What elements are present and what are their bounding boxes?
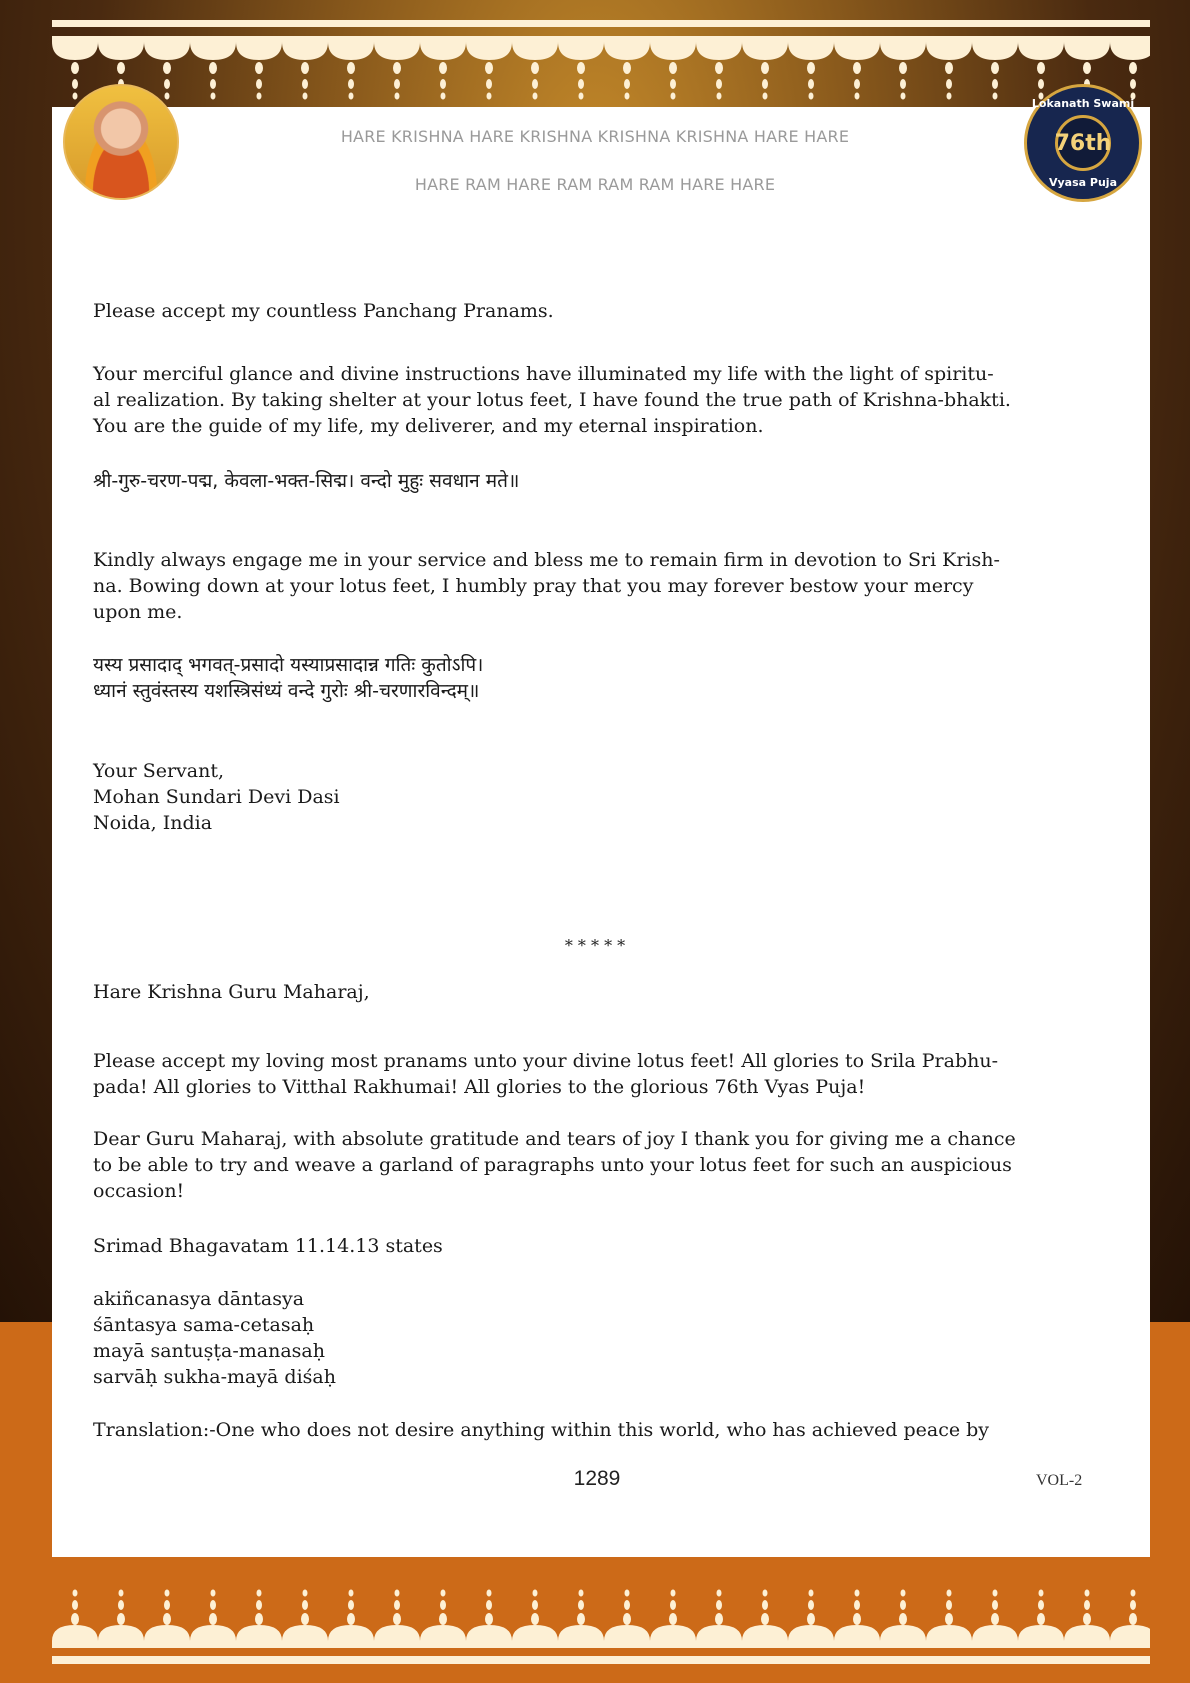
page-number: 1289 xyxy=(573,1467,621,1490)
offering-opening: Please accept my countless Panchang Pranams. xyxy=(93,300,554,322)
bottom-scallop-border xyxy=(0,1575,1190,1675)
badge-top-text: Lokanath Swami xyxy=(1031,97,1135,110)
offering-paragraph: Dear Guru Maharaj, with absolute gratitude and tears of joy I thank you for giving me a chance to be able to try and weave a garland of paragraphs unto your lotus feet for such an auspicious occasion! xyxy=(93,1128,1016,1202)
badge-number: 76th xyxy=(1055,115,1111,171)
signature: Your Servant, Mohan Sundari Devi Dasi Noida, India xyxy=(93,760,340,834)
transliterated-verse: akiñcanasya dāntasya śāntasya sama-cetasaḥ mayā santuṣṭa-manasaḥ sarvāḥ sukha-mayā diśaḥ xyxy=(93,1288,336,1388)
mantra-line-2: HARE RAM HARE RAM RAM RAM HARE HARE xyxy=(414,175,776,194)
top-scallop-border xyxy=(0,0,1190,105)
offering-paragraph: Please accept my loving most pranams unto your divine lotus feet! All glories to Srila Prabhu- pada! All glories to Vitthal Rakhumai! All glories to the glorious 76th Vyas Puja! xyxy=(93,1050,999,1098)
section-separator: * * * * * xyxy=(564,936,626,955)
offering-paragraph: Your merciful glance and divine instructions have illuminated my life with the light of spiritu- al realization. By taking shelter at your lotus feet, I have found the true path of Krishna-bhakti. You are the guide of my life, my deliverer, and my eternal inspiration. xyxy=(93,363,1011,437)
mantra-line-1: HARE KRISHNA HARE KRISHNA KRISHNA KRISHNA HARE HARE xyxy=(340,127,850,146)
translation: Translation:-One who does not desire anything within this world, who has achieved peace by xyxy=(93,1419,990,1441)
salutation: Hare Krishna Guru Maharaj, xyxy=(93,981,370,1003)
volume-label: VOL-2 xyxy=(1036,1472,1083,1489)
offering-paragraph: Kindly always engage me in your service and bless me to remain firm in devotion to Sri Krish- na. Bowing down at your lotus feet, I humbly pray that you may forever bestow your mercy upon me. xyxy=(93,549,1000,623)
sanskrit-verse: श्री-गुरु-चरण-पद्म, केवला-भक्त-सिद्म। वन्दो मुहुः सवधान मते॥ xyxy=(93,470,520,492)
scripture-reference: Srimad Bhagavatam 11.14.13 states xyxy=(93,1235,443,1257)
badge-bottom-text: Vyasa Puja xyxy=(1049,176,1117,189)
sanskrit-verse: यस्य प्रसादाद् भगवत्-प्रसादो यस्याप्रसादान्न गतिः कुतोऽपि। ध्यानं स्तुवंस्तस्य यशस्त्रिसंध्यं वन्दे गुरोः श्री-चरणारविन्दम्॥ xyxy=(93,654,484,702)
